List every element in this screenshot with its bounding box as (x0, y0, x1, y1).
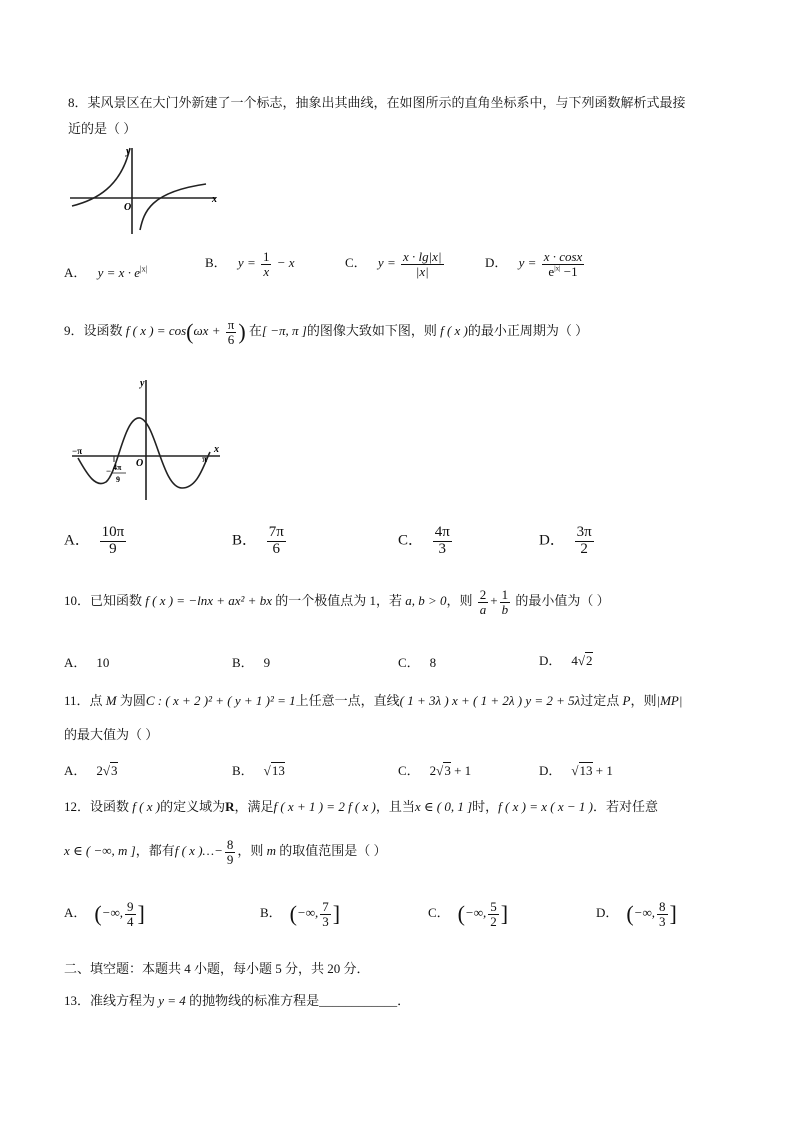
option-label: C． (428, 905, 450, 921)
q9-graph-right-tick: π (202, 454, 207, 464)
q12-ineq: f ( x )…− (174, 843, 223, 859)
q11-p: P (622, 693, 631, 708)
q9-prefix: 9．设函数 (64, 323, 123, 339)
q10-fx: f ( x ) = −lnx + ax² + bx (145, 593, 272, 609)
option-coef: 2 (429, 763, 437, 778)
option-label: B． (232, 763, 254, 778)
q8-option-a[interactable] (64, 262, 147, 281)
q9-fx: f ( x ) = cos (125, 323, 187, 339)
q13-eq: y = 4 (158, 993, 186, 1008)
q12-m: m (266, 843, 277, 859)
q12-option-b[interactable]: B． (−∞, $\frac{7}{3}$ ] (260, 899, 341, 929)
q9-option-b[interactable] (232, 525, 288, 558)
option-pre: −∞, (465, 905, 487, 921)
frac-num: 7 (322, 899, 329, 914)
frac-num: 9 (127, 899, 134, 914)
q10-suffix: 的最小值为（ ） (515, 593, 610, 609)
q11-option-c[interactable]: C． 2√3 + 1 (398, 763, 472, 778)
q9-option-c[interactable] (398, 525, 454, 558)
q11-option-b[interactable]: B． √13 (232, 763, 285, 778)
option-label: C． (398, 763, 420, 778)
q10-mid2: ，则 (446, 593, 473, 609)
option-radicand: 2 (586, 653, 593, 668)
q11-m: M (105, 693, 117, 708)
q13-suffix: 的抛物线的标准方程是 (189, 993, 320, 1008)
q8-graph-y-label: y (126, 146, 131, 157)
q9-interval: [ −π, π ] (261, 323, 307, 339)
q10-stem (64, 588, 610, 616)
option-label: A． (64, 905, 87, 921)
frac-den: 2 (580, 540, 588, 557)
q12-r: R (225, 799, 235, 814)
q12-line2 (64, 838, 387, 866)
option-label: C． (398, 655, 420, 670)
frac-den: 9 (109, 540, 117, 557)
option-label: C． (345, 255, 367, 271)
option-label: A． (64, 265, 87, 280)
option-label: D． (539, 653, 562, 668)
option-label: B． (232, 532, 258, 549)
frac-num: 2 (479, 587, 487, 602)
q13 (64, 990, 410, 1009)
q10-option-b[interactable] (232, 652, 270, 671)
q12-eq: f ( x + 1 ) = 2 f ( x ) (273, 799, 376, 814)
frac-num: x · cosx (543, 249, 583, 264)
q9-graph-x-label: x (214, 444, 219, 455)
frac-num: 8 (226, 837, 234, 852)
option-rest: + 1 (592, 763, 613, 778)
option-pre: −∞, (633, 905, 656, 921)
section-2-heading: 二、填空题：本题共 4 小题，每小题 5 分，共 20 分． (64, 961, 370, 976)
frac-den: 6 (227, 331, 235, 347)
q8-line1: 8．某风景区在大门外新建了一个标志，抽象出其曲线，在如图所示的直角坐标系中，与下列函数解析式最接 (68, 95, 686, 110)
q12-def: f ( x ) = x ( x − 1 ) (498, 799, 593, 814)
option-label: B． (260, 905, 282, 921)
q12-option-a[interactable]: A． (−∞, $\frac{9}{4}$ ] (64, 899, 145, 929)
q10-cond: a, b > 0 (405, 593, 447, 609)
option-pre: −∞, (101, 905, 124, 921)
q11-line1 (64, 690, 682, 709)
q12-text-h: ，则 (237, 843, 264, 859)
q11-text-d: 过定点 (580, 693, 620, 708)
q13-answer-blank[interactable]: ____________ (319, 993, 398, 1008)
q8-option-d[interactable] (485, 250, 586, 278)
option-label: D． (596, 905, 619, 921)
frac-num: x · lg|x| (402, 249, 442, 264)
option-label: C． (398, 532, 424, 549)
frac-den: 6 (272, 540, 281, 557)
option-sup: |x| (139, 264, 148, 274)
q12-text-i: 的取值范围是（ ） (279, 843, 387, 859)
q11-text-c: 上任意一点，直线 (295, 693, 400, 708)
q8-graph-x-label: x (212, 194, 217, 205)
option-radicand: 13 (271, 763, 285, 778)
q10-option-a[interactable] (64, 652, 109, 671)
q9-inner: ωx + (193, 323, 221, 339)
q12-text-e: 时， (472, 799, 499, 814)
q8-line2: 近的是（ ） (68, 121, 137, 136)
q11-option-a[interactable]: A． 2√3 (64, 763, 118, 778)
q12-text-a: 12．设函数 (64, 799, 130, 814)
q9-graph-mark-sign: − (106, 466, 112, 476)
q12-text-f: ．若对任意 (592, 799, 658, 814)
frac-num: 5 (490, 899, 497, 914)
q10-prefix: 10．已知函数 (64, 593, 143, 609)
q12-line1 (64, 796, 658, 815)
q8-graph-origin: O (124, 202, 132, 213)
frac-den-sup: |x| (554, 264, 561, 273)
q10-option-d[interactable]: D． 4√2 (539, 653, 593, 668)
q11-line-eq: ( 1 + 3λ ) x + ( 1 + 2λ ) y = 2 + 5λ (399, 693, 581, 708)
option-label: D． (539, 763, 562, 778)
q10-mid: 的一个极值点为 1，若 (275, 593, 402, 609)
frac-num: 10π (101, 524, 125, 540)
q8-option-c[interactable] (345, 250, 446, 278)
frac-den: 3 (322, 913, 329, 929)
q9-graph-origin: O (136, 458, 144, 469)
q11-line2: 的最大值为（ ） (64, 727, 159, 742)
frac-num: 7π (268, 524, 284, 540)
frac-den: a (479, 601, 487, 617)
frac-num: 8 (659, 899, 666, 914)
q12-option-c[interactable]: C． (−∞, $\frac{5}{2}$ ] (428, 899, 509, 929)
option-radicand: 3 (111, 763, 118, 778)
q8-graph (66, 142, 226, 238)
q12-fx: f ( x ) (132, 799, 161, 814)
q12-range: x ∈ ( −∞, m ] (64, 843, 136, 859)
q12-text-c: ，满足 (234, 799, 274, 814)
q13-prefix: 13．准线方程为 (64, 993, 156, 1008)
frac-den: 9 (226, 851, 234, 867)
q12-text-d: ，且当 (375, 799, 415, 814)
frac-den: 4 (127, 913, 134, 929)
option-label: B． (205, 255, 227, 271)
option-label: D． (539, 532, 565, 549)
frac-den: 2 (490, 913, 497, 929)
frac-num: 4π (434, 524, 450, 540)
q10-plus: + (490, 593, 498, 609)
option-label: A． (64, 655, 87, 670)
option-lhs: y = (377, 255, 396, 271)
q9-option-a[interactable] (64, 525, 128, 558)
q9-stem: 9．设函数 f ( x ) = cos(ωx + $\frac{\pi}{6}$ ) 在[ −π, π ]的图像大致如下图，则 f ( x )的最小正周期为（ ） (64, 317, 589, 347)
frac-den-rest: −1 (560, 263, 578, 279)
frac-den: |x| (415, 263, 429, 279)
q11-text-e: ，则 (630, 693, 657, 708)
option-pre: −∞, (297, 905, 319, 921)
q9-mid: 在 (248, 323, 262, 339)
frac-den: 3 (659, 913, 666, 929)
option-radicand: 13 (579, 763, 593, 778)
frac-den: 3 (438, 540, 447, 557)
option-radicand: 3 (444, 763, 451, 778)
q9-graph (66, 376, 226, 504)
option-rest: − x (276, 255, 295, 271)
option-rest: + 1 (450, 763, 472, 778)
option-lhs: y = (518, 255, 537, 271)
q11-circle: C : ( x + 2 )² + ( y + 1 )² = 1 (145, 693, 296, 708)
q8-option-b[interactable] (205, 250, 295, 278)
q9-graph-y-label: y (140, 378, 145, 389)
option-label: A． (64, 763, 87, 778)
option-value: 10 (96, 655, 110, 670)
q12-text-b: 的定义域为 (160, 799, 226, 814)
q9-option-d[interactable] (539, 525, 596, 558)
frac-den: b (501, 601, 509, 617)
option-lhs: y = (237, 255, 256, 271)
frac-den-base: e (548, 263, 555, 279)
option-label: D． (485, 255, 508, 271)
q11-text-a: 11．点 (64, 693, 103, 708)
q10-option-c[interactable] (398, 652, 436, 671)
q11-text-b: 为圆 (119, 693, 146, 708)
q12-text-g: ，都有 (135, 843, 175, 859)
q13-end: ． (397, 993, 411, 1008)
q9-suffix: 的图像大致如下图，则 (306, 323, 437, 339)
q11-option-d[interactable]: D． √13 + 1 (539, 763, 613, 778)
option-value: 9 (263, 655, 271, 670)
q9-graph-mark-num: 4π (113, 463, 122, 472)
q12-option-d[interactable]: D． (−∞, $\frac{8}{3}$ ] (596, 899, 677, 929)
frac-den: x (263, 263, 270, 279)
frac-num: 3π (576, 524, 592, 540)
option-label: B． (232, 655, 254, 670)
q9-graph-mark-den: 9 (116, 475, 120, 484)
option-coef: 4 (571, 653, 578, 668)
frac-num: π (227, 317, 235, 332)
option-expr: y = x · e (97, 265, 140, 280)
q9-suffix2: 的最小正周期为（ ） (467, 323, 589, 339)
q11-mp: |MP| (656, 693, 683, 708)
frac-num: 1 (501, 587, 509, 602)
option-label: A． (64, 532, 90, 549)
option-coef: 2 (96, 763, 103, 778)
q9-fx2: f ( x ) (440, 323, 468, 339)
option-value: 8 (429, 655, 437, 670)
q9-graph-left-tick: −π (72, 446, 83, 456)
frac-num: 1 (262, 249, 270, 264)
q12-domain: x ∈ ( 0, 1 ] (414, 799, 473, 814)
